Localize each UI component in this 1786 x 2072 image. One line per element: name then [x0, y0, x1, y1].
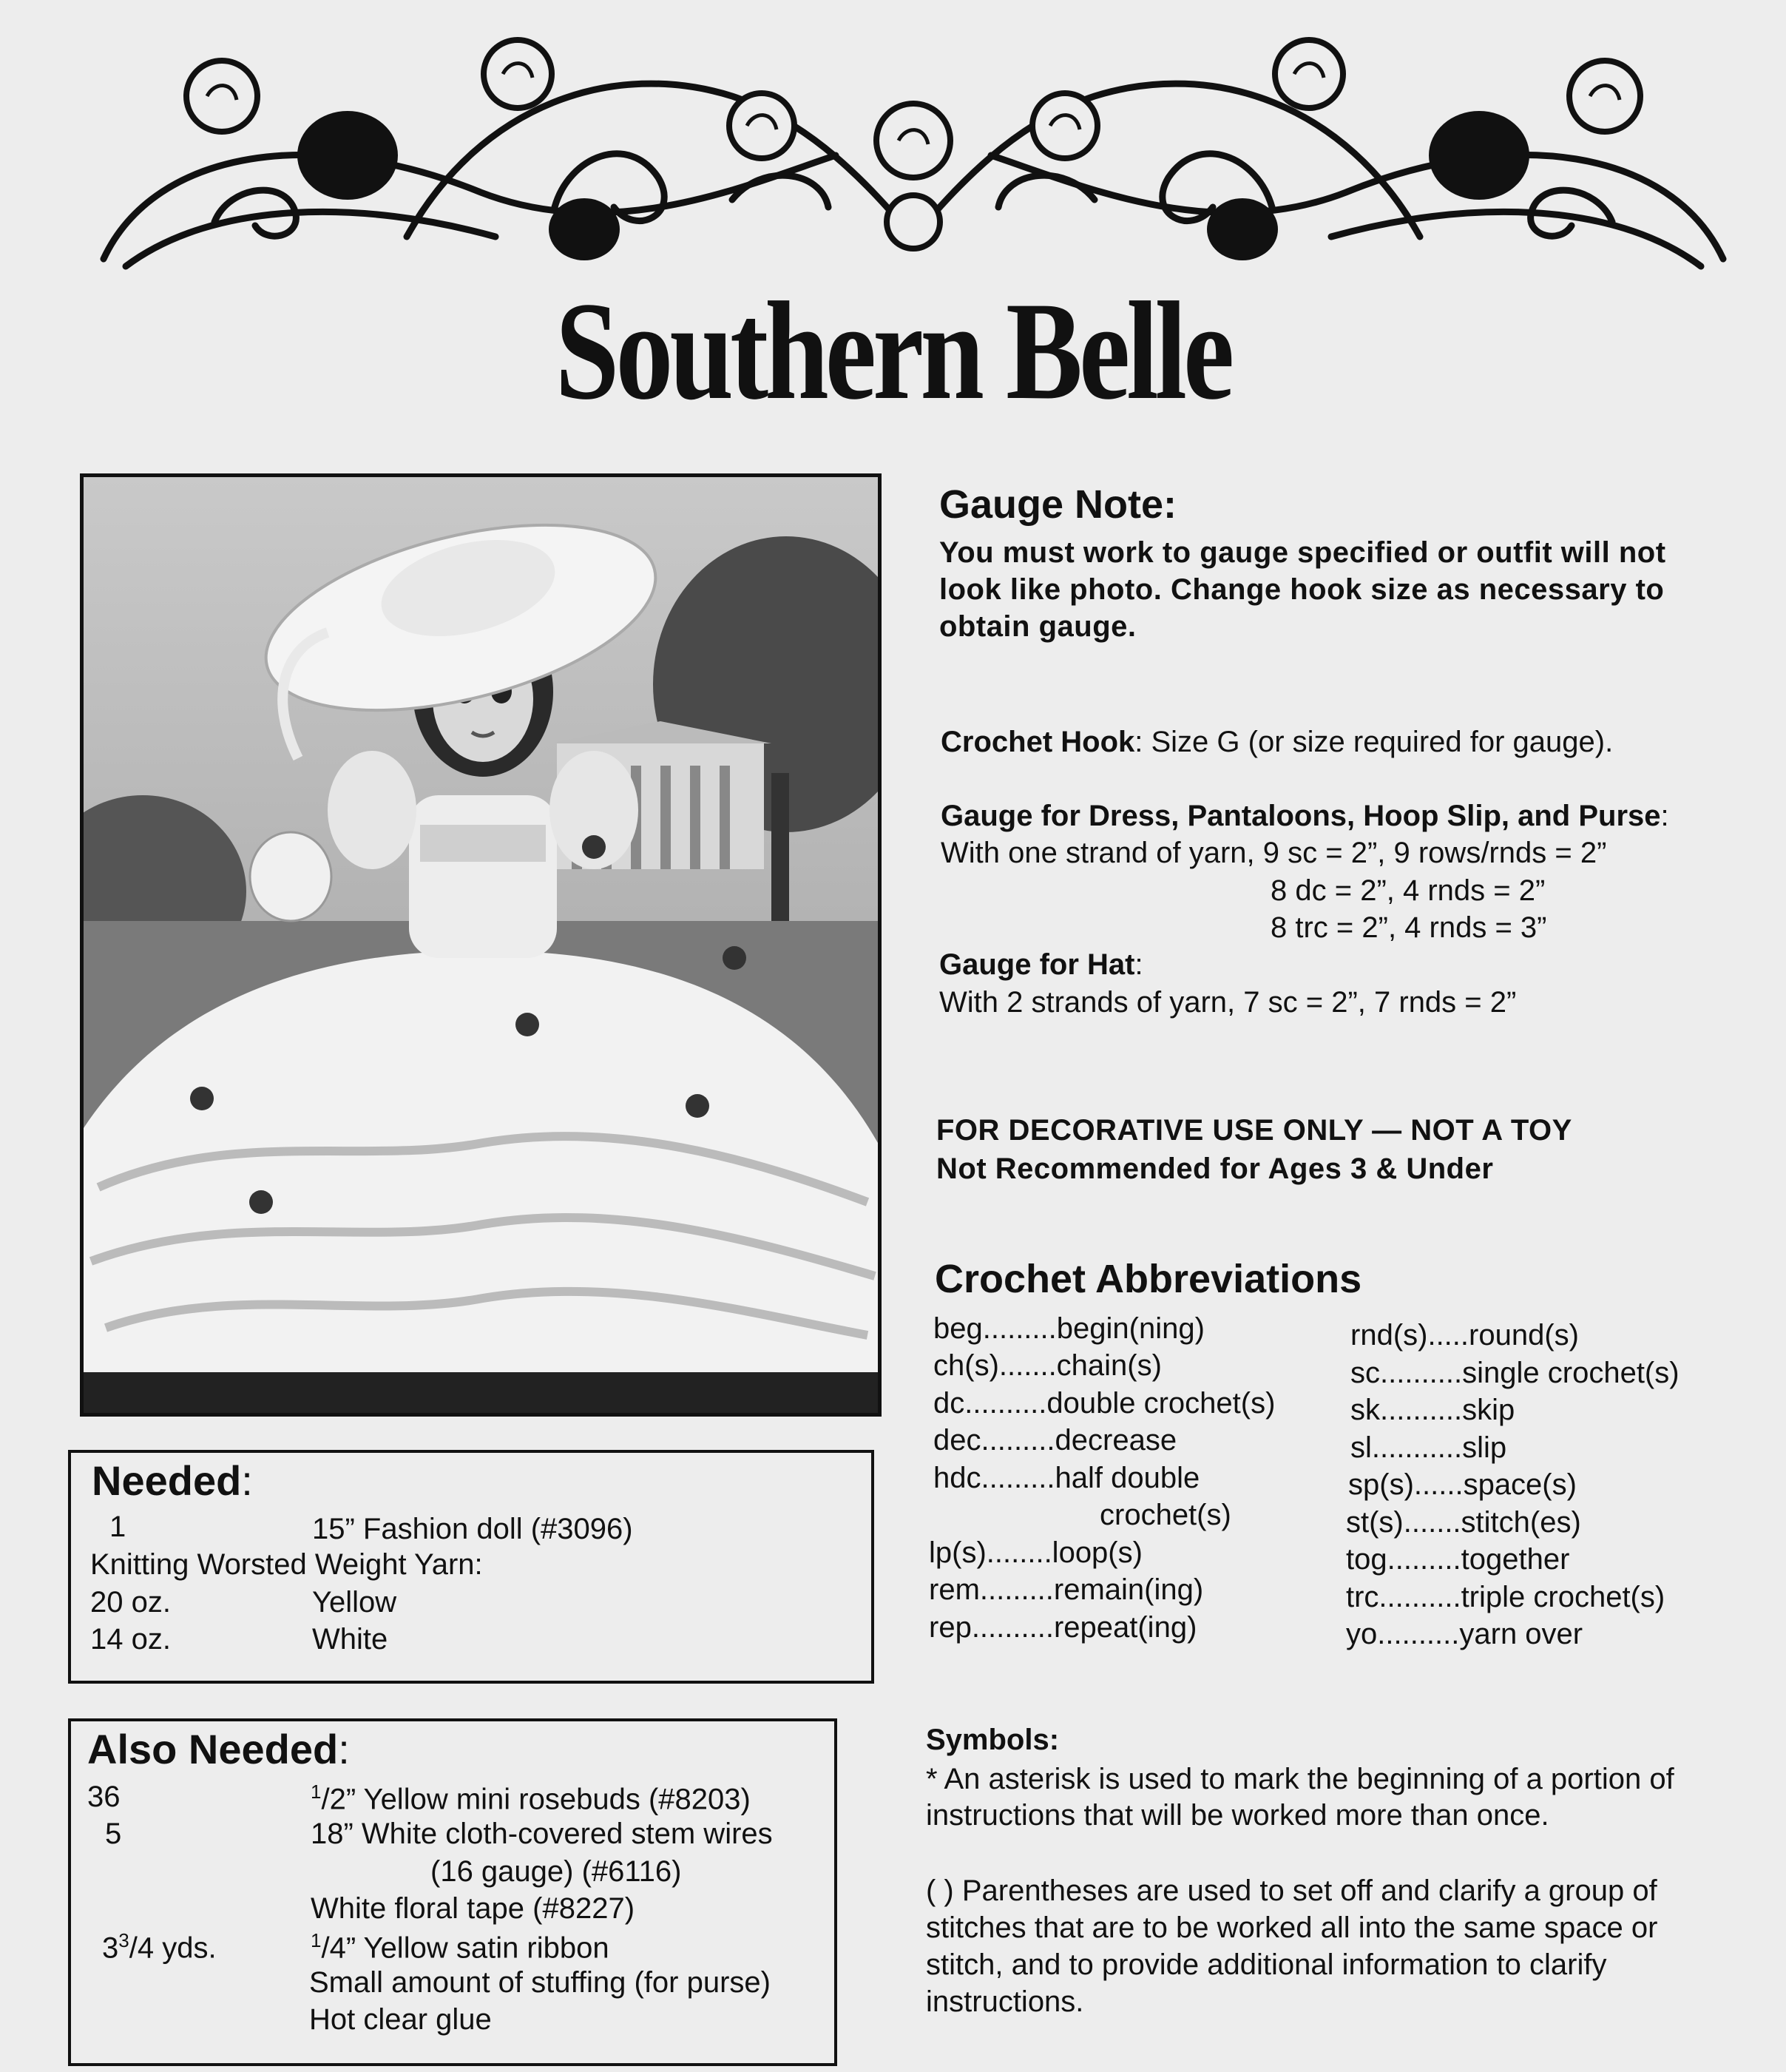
needed-item: 15” Fashion doll (#3096)	[312, 1513, 633, 1545]
gauge-dress-line: With one strand of yarn, 9 sc = 2”, 9 rows/rnds = 2”	[941, 837, 1607, 869]
tape-item: White floral tape (#8227)	[311, 1892, 635, 1925]
doll-photo-illustration	[84, 477, 878, 1413]
colon: :	[1660, 800, 1669, 832]
colon: :	[1134, 948, 1143, 981]
wires-item-detail: (16 gauge) (#6116)	[430, 1855, 682, 1888]
gauge-note-text	[939, 534, 1760, 645]
fraction-denominator: 2	[329, 1783, 346, 1816]
abbreviation-item: trc..........triple crochet(s)	[1346, 1581, 1665, 1613]
also-needed-heading	[87, 1726, 350, 1772]
fraction-denominator: 4	[137, 1931, 155, 1965]
symbols-heading: Symbols:	[926, 1724, 1060, 1756]
abbreviation-item: rep..........repeat(ing)	[929, 1611, 1197, 1644]
abbreviation-item: crochet(s)	[1100, 1499, 1231, 1531]
needed-qty: 1	[109, 1511, 126, 1543]
wires-qty: 5	[105, 1818, 122, 1850]
warning-line: Not Recommended for Ages 3 & Under	[936, 1153, 1494, 1185]
abbreviation-item: beg.........begin(ning)	[933, 1312, 1205, 1345]
page-title: Southern Belle	[555, 274, 1231, 429]
gauge-hat-label: Gauge for Hat	[939, 948, 1135, 981]
rosebud-qty: 36	[87, 1781, 121, 1813]
yarn-color: Yellow	[312, 1586, 397, 1619]
fraction-numerator: 1	[311, 1781, 322, 1803]
ribbon-item: $^1$/4” Yellow satin ribbon	[311, 1929, 609, 1965]
abbreviation-item: tog.........together	[1346, 1543, 1570, 1576]
wires-item: 18” White cloth-covered stem wires	[311, 1818, 773, 1850]
abbreviation-item: sc..........single crochet(s)	[1350, 1357, 1680, 1389]
symbols-paren-line: stitch, and to provide additional information to clarify	[926, 1948, 1607, 1981]
gauge-dress-line: 8 dc = 2”, 4 rnds = 2”	[1271, 874, 1546, 907]
needed-heading	[92, 1457, 253, 1504]
needed-heading-text: Needed	[92, 1457, 242, 1504]
yarn-qty: 20 oz.	[90, 1586, 171, 1619]
ribbon-text: ” Yellow satin ribbon	[345, 1931, 609, 1965]
glue-item: Hot clear glue	[309, 2003, 492, 2036]
symbols-paren-line: stitches that are to be worked all into the same space or	[926, 1911, 1658, 1944]
abbreviation-item: ch(s).......chain(s)	[933, 1349, 1162, 1382]
fraction-numerator: 3	[118, 1929, 129, 1951]
symbols-paren-line: ( ) Parentheses are used to set off and clarify a group of	[926, 1874, 1657, 1907]
crochet-hook-line	[941, 727, 1613, 757]
abbreviation-item: rnd(s).....round(s)	[1350, 1319, 1579, 1351]
crochet-hook-value: : Size G (or size required for gauge).	[1134, 726, 1614, 758]
yarn-color: White	[312, 1623, 388, 1656]
warning-line: FOR DECORATIVE USE ONLY — NOT A TOY	[936, 1114, 1572, 1147]
crochet-hook-label: Crochet Hook	[941, 726, 1135, 758]
gauge-dress-label: Gauge for Dress, Pantaloons, Hoop Slip, and Purse	[941, 800, 1661, 832]
ribbon-qty-unit: yds.	[154, 1931, 217, 1965]
gauge-dress-label-line	[941, 801, 1669, 831]
abbreviation-item: hdc.........half double	[933, 1462, 1200, 1494]
fraction-numerator: 1	[311, 1929, 322, 1951]
gauge-dress-line: 8 trc = 2”, 4 rnds = 3”	[1271, 911, 1547, 944]
symbols-asterisk-line: * An asterisk is used to mark the beginning of a portion of	[926, 1763, 1674, 1795]
abbreviation-item: dc..........double crochet(s)	[933, 1387, 1276, 1420]
abbreviation-item: yo..........yarn over	[1346, 1618, 1583, 1650]
symbols-paren-line: instructions.	[926, 1985, 1084, 2018]
ribbon-qty: $3^3/4$ yds.	[102, 1929, 217, 1965]
rosebud-item: $^1$/2” Yellow mini rosebuds (#8203)	[311, 1781, 751, 1816]
needed-box	[68, 1450, 874, 1684]
abbreviation-item: sk..........skip	[1350, 1394, 1515, 1426]
abbreviation-item: lp(s)........loop(s)	[929, 1536, 1143, 1569]
also-needed-box	[68, 1718, 837, 2066]
doll-photo	[80, 473, 882, 1417]
abbreviation-item: sl...........slip	[1350, 1431, 1507, 1464]
floral-ornament	[96, 15, 1731, 281]
gauge-hat-label-line	[939, 950, 1143, 979]
fraction-denominator: 4	[329, 1931, 346, 1965]
colon: :	[338, 1726, 350, 1772]
abbreviation-item: sp(s)......space(s)	[1348, 1468, 1577, 1501]
gauge-note-line: look like photo. Change hook size as necessary to	[939, 573, 1665, 606]
abbreviation-item: dec.........decrease	[933, 1424, 1177, 1457]
symbols-asterisk-line: instructions that will be worked more than once.	[926, 1799, 1549, 1832]
abbreviation-item: rem.........remain(ing)	[929, 1573, 1204, 1606]
gauge-note-line: You must work to gauge specified or outfit will not	[939, 536, 1666, 569]
gauge-hat-line: With 2 strands of yarn, 7 sc = 2”, 7 rnds = 2”	[939, 986, 1517, 1019]
ribbon-qty-whole: 3	[102, 1931, 119, 1965]
gauge-note-heading: Gauge Note:	[939, 482, 1177, 527]
rosebud-text: ” Yellow mini rosebuds (#8203)	[345, 1783, 751, 1816]
abbreviations-heading: Crochet Abbreviations	[935, 1257, 1362, 1301]
stuffing-item: Small amount of stuffing (for purse)	[309, 1966, 771, 1999]
yarn-label: Knitting Worsted Weight Yarn:	[90, 1548, 483, 1581]
yarn-qty: 14 oz.	[90, 1623, 171, 1656]
gauge-note-line: obtain gauge.	[939, 610, 1137, 643]
abbreviation-item: st(s).......stitch(es)	[1346, 1506, 1581, 1539]
also-needed-heading-text: Also Needed	[87, 1726, 339, 1772]
colon: :	[241, 1457, 253, 1504]
